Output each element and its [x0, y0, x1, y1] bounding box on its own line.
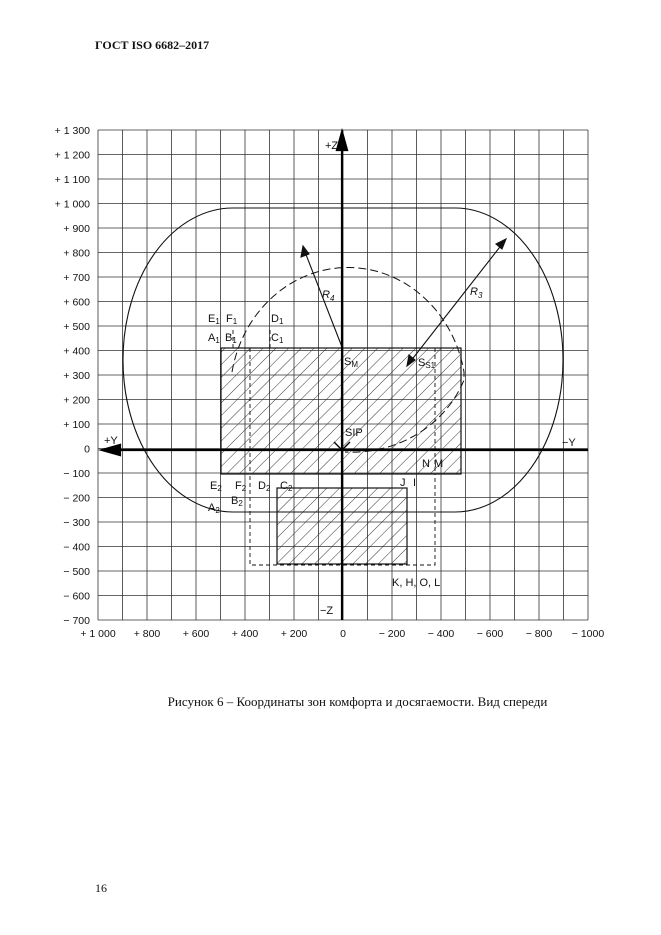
y-tick-label: + 1 100	[54, 174, 90, 186]
figure-caption: Рисунок 6 – Координаты зон комфорта и досягаемости. Вид спереди	[167, 694, 548, 709]
label-sip: SIP	[345, 427, 363, 439]
label-b2: B2	[231, 495, 243, 508]
label-k-h-o-l: K, H, O, L	[392, 577, 441, 589]
y-tick-label: + 1 300	[54, 125, 90, 137]
label-n: N	[422, 458, 430, 470]
label-m: M	[434, 458, 444, 470]
label-r4: $R_4$	[322, 289, 335, 303]
y-tick-label: − 700	[63, 615, 90, 627]
label-f2: F2	[235, 480, 247, 493]
label-sm: SM	[344, 356, 359, 369]
y-tick-label: + 400	[63, 345, 90, 358]
x-tick-label: 0	[340, 628, 346, 640]
x-tick-label: + 600	[182, 628, 210, 640]
document-header: ГОСТ ISO 6682–2017	[95, 38, 210, 52]
y-tick-label: − 400	[63, 541, 90, 554]
label-d2: D2	[258, 480, 271, 493]
label-b1: B1	[225, 332, 237, 345]
x-tick-label: − 800	[525, 628, 553, 640]
label-j: J	[400, 477, 406, 489]
page-number: 16	[95, 881, 107, 895]
y-tick-labels	[55, 125, 90, 627]
label-ss1: SS1	[418, 357, 436, 370]
y-tick-label: − 300	[63, 517, 90, 529]
y-tick-label: + 600	[63, 296, 90, 309]
y-tick-label: − 100	[63, 468, 90, 480]
label-r3: $R_3$	[470, 286, 483, 300]
y-tick-label: + 800	[63, 247, 90, 260]
x-tick-label: + 800	[133, 628, 161, 640]
y-tick-label: + 900	[63, 223, 90, 235]
x-tick-label: − 1000	[571, 628, 605, 640]
x-tick-label: + 200	[280, 628, 308, 640]
axis-label-minus-z: −Z	[320, 605, 334, 617]
axis-label-plus-z: +Z	[325, 140, 339, 152]
y-tick-label: + 1 000	[54, 198, 90, 211]
label-e1: E1	[208, 313, 220, 326]
label-a1: A1	[208, 332, 220, 345]
x-tick-label: − 200	[378, 628, 406, 640]
axis-label-minus-y: −Y	[562, 437, 576, 449]
x-tick-label: − 600	[476, 628, 504, 640]
label-d1: D1	[271, 313, 284, 326]
y-tick-label: + 200	[63, 394, 90, 407]
y-tick-label: + 1 200	[54, 149, 90, 162]
y-tick-label: + 700	[63, 272, 90, 284]
x-tick-label: + 1 000	[80, 628, 116, 640]
label-f1: F1	[226, 313, 238, 326]
y-tick-label: − 500	[63, 566, 90, 578]
y-tick-label: + 500	[63, 321, 90, 333]
axis-label-plus-y: +Y	[104, 435, 118, 447]
y-tick-label: + 100	[63, 419, 90, 431]
y-tick-label: − 200	[63, 492, 90, 505]
label-c2: C2	[280, 480, 293, 493]
y-tick-label: 0	[84, 443, 90, 456]
label-c1: C1	[271, 332, 284, 345]
label-e2: E2	[210, 480, 222, 493]
x-tick-labels	[80, 628, 604, 640]
y-tick-label: + 300	[63, 370, 90, 382]
y-tick-label: − 600	[63, 590, 90, 603]
x-tick-label: − 400	[427, 628, 455, 640]
x-tick-label: + 400	[231, 628, 259, 640]
label-i: I	[413, 477, 417, 489]
label-a2: A2	[208, 502, 220, 515]
